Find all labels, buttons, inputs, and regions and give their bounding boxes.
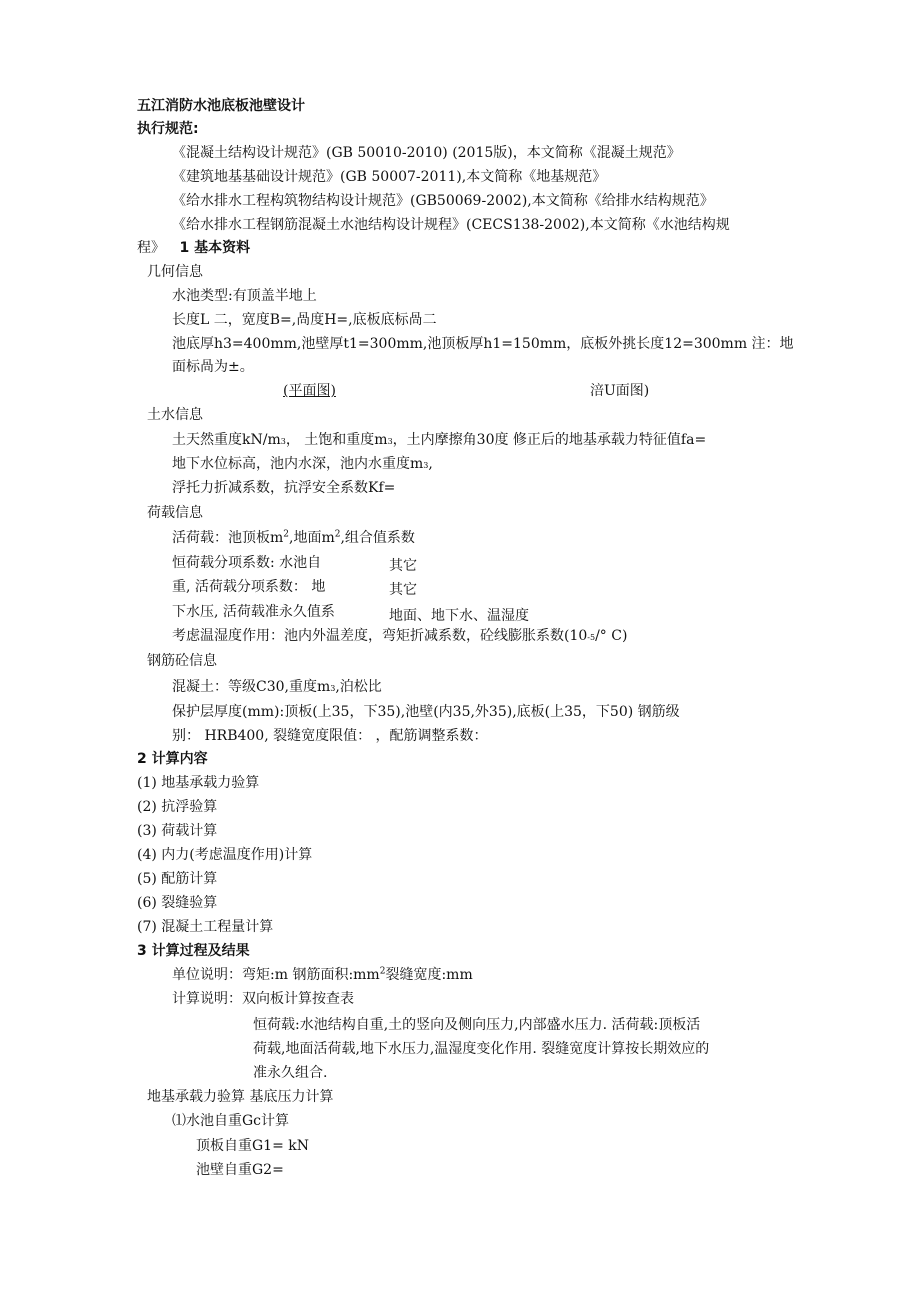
- concrete-text: ,泊松比: [335, 679, 382, 695]
- live-load-factor-right: 其它: [389, 582, 417, 598]
- roof-weight: 顶板自重G1= kN: [196, 1138, 310, 1154]
- units-text: 裂缝宽度:mm: [385, 967, 473, 983]
- quasi-permanent-left: 下水压, 活荷载准永久值系: [172, 604, 335, 620]
- soil-properties: [172, 430, 706, 452]
- load-text: 活荷载：池顶板m: [172, 530, 284, 546]
- section-figure-label: 涪U面图): [590, 383, 650, 399]
- rc-heading: 钢筋砼信息: [147, 653, 217, 669]
- calc-item: (4) 内力(考虑温度作用)计算: [137, 847, 313, 863]
- calc-item: (3) 荷载计算: [137, 823, 218, 839]
- unit-exponent: 2: [334, 529, 341, 540]
- live-load-factor-left: 重, 活荷载分项系数： 地: [172, 579, 326, 595]
- wall-weight: 池壁自重G2=: [196, 1162, 284, 1178]
- temperature-text: /° C): [595, 628, 628, 644]
- concrete-text: 混凝土：等级C30,重度m: [172, 679, 331, 695]
- plan-figure-label: (平面图): [283, 383, 336, 399]
- load-description-line: 准永久组合.: [253, 1065, 328, 1081]
- soil-text: 土天然重度kN/m: [172, 432, 281, 448]
- buoyancy-info: 浮托力折减系数，抗浮安全系数Kf=: [172, 480, 396, 496]
- section-1-title: 1 基本资料: [179, 240, 251, 256]
- spec-item-continuation: [137, 238, 250, 258]
- unit-exponent: -5: [587, 633, 596, 642]
- calc-item: (2) 抗浮验算: [137, 799, 218, 815]
- spec-heading: 执行规范:: [137, 121, 199, 137]
- calc-item: (6) 裂缝验算: [137, 895, 218, 911]
- units-note: [172, 965, 473, 985]
- pool-dimensions: 长度L 二，宽度B=,咼度H=,底板底标咼二: [172, 312, 437, 328]
- rebar-grade: 别： HRB400, 裂缝宽度限值： ，配筋调整系数：: [172, 728, 488, 744]
- dead-load-factor-left: 恒荷载分项系数: 水池自: [172, 555, 322, 571]
- pool-type: 水池类型:有顶盖半地上: [172, 288, 317, 304]
- calc-item: (1) 地基承载力验算: [137, 775, 260, 791]
- temperature-effect: [172, 626, 627, 648]
- soil-text: ， 土饱和重度m: [285, 432, 388, 448]
- bearing-heading: 地基承载力验算 基底压力计算: [147, 1089, 334, 1105]
- spec-item: 《给水排水工程构筑物结构设计规范》(GB50069-2002),本文简称《给排水结构规范》: [172, 193, 714, 209]
- soil-water-heading: 土水信息: [147, 407, 203, 423]
- load-text: ,组合值系数: [340, 530, 415, 546]
- groundwater-text: ,: [428, 456, 433, 472]
- load-text: ,地面m: [289, 530, 335, 546]
- section-2-title: 2 计算内容: [137, 751, 208, 767]
- calc-method-note: 计算说明：双向板计算按查表: [172, 991, 354, 1007]
- thickness-info: 池底厚h3=400mm,池壁厚t1=300mm,池顶板厚h1=150mm，底板外挑长度12=300mm 注：地: [172, 336, 794, 352]
- spec-item: 《建筑地基基础设计规范》(GB 50007-2011),本文简称《地基规范》: [172, 169, 607, 185]
- spec-item: 《给水排水工程钢筋混凝土水池结构设计规程》(CECS138-2002),本文简称《水池结构规: [172, 217, 730, 233]
- load-description-line: 荷载,地面活荷载,地下水压力,温湿度变化作用. 裂缝宽度计算按长期效应的: [253, 1041, 710, 1057]
- section-3-title: 3 计算过程及结果: [137, 943, 250, 959]
- calc-item: (5) 配筋计算: [137, 871, 218, 887]
- cover-thickness: 保护层厚度(mm):顶板(上35，下35),池壁(内35,外35),底板(上35，下50) 钢筋级: [172, 704, 680, 720]
- live-load-info: [172, 528, 415, 548]
- temperature-text: 考虑温湿度作用：池内外温差度，弯矩折减系数，砼线膨胀系数(10: [172, 628, 588, 644]
- soil-text: ，土内摩擦角30度 修正后的地基承载力特征值fa=: [392, 432, 707, 448]
- dead-load-factor-right: 其它: [389, 558, 417, 574]
- ground-elevation-note: 面标咼为±。: [172, 359, 254, 375]
- calc-item: (7) 混凝土工程量计算: [137, 919, 274, 935]
- groundwater-text: 地下水位标高，池内水深，池内水重度m: [172, 456, 424, 472]
- unit-exponent: 2: [283, 529, 290, 540]
- unit-exponent: 2: [379, 966, 386, 977]
- unit-exponent: 3: [423, 461, 429, 470]
- load-description-line: 恒荷载:水池结构自重,土的竖向及侧向压力,内部盛水压力. 活荷载:顶板活: [253, 1017, 701, 1033]
- groundwater-info: [172, 454, 433, 476]
- quasi-permanent-right: 地面、地下水、温湿度: [389, 608, 529, 624]
- geometry-heading: 几何信息: [147, 264, 203, 280]
- units-text: 单位说明：弯矩:m 钢筋面积:mm: [172, 967, 380, 983]
- spec-item: 《混凝土结构设计规范》(GB 50010-2010) (2015版)，本文简称《混凝土规范》: [172, 145, 681, 161]
- unit-exponent: 3: [387, 437, 393, 446]
- unit-exponent: 3: [280, 437, 286, 446]
- load-heading: 荷载信息: [147, 505, 203, 521]
- spec-item-tail: 程》: [137, 240, 165, 256]
- concrete-info: [172, 677, 382, 699]
- figure-captions: [283, 381, 663, 401]
- self-weight-heading: ⑴水池自重Gc计算: [172, 1113, 290, 1129]
- document-title: 五江消防水池底板池壁设计: [137, 98, 305, 114]
- unit-exponent: 3: [330, 684, 336, 693]
